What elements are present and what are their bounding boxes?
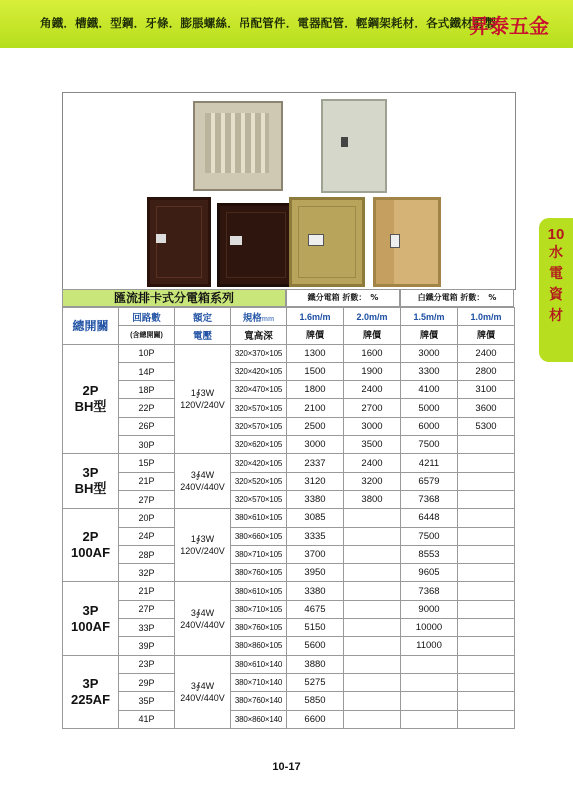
voltage-value: 240V/440V (180, 619, 225, 630)
price-cell: 3120 (287, 472, 344, 490)
circuit-count: 39P (119, 637, 175, 655)
price-cell: 3380 (287, 490, 344, 508)
col-thick-1: 1.6m/m (287, 308, 344, 326)
price-cell: 7368 (401, 490, 458, 508)
price-cell: 5150 (287, 619, 344, 637)
price-cell (458, 673, 515, 691)
chapter-char: 資 (549, 287, 563, 303)
circuit-count: 14P (119, 362, 175, 380)
circuit-count: 21P (119, 582, 175, 600)
price-cell: 1300 (287, 344, 344, 362)
rated-voltage (175, 454, 231, 509)
header-bar (0, 0, 573, 48)
price-label: 牌價 (401, 326, 458, 344)
switch-type (63, 454, 119, 509)
price-cell (458, 472, 515, 490)
price-cell: 4675 (287, 600, 344, 618)
price-cell: 7368 (401, 582, 458, 600)
dimension-cell: 320×420×105 (231, 454, 287, 472)
price-cell (401, 673, 458, 691)
category-list: 角鐵．槽鐵．型鋼．牙條．膨脹螺絲．吊配管件．電器配管．輕鋼架耗材．各式鐵材訂製 (40, 16, 497, 30)
price-cell (344, 527, 401, 545)
price-cell: 3085 (287, 509, 344, 527)
price-cell: 6579 (401, 472, 458, 490)
dimension-cell: 380×710×140 (231, 673, 287, 691)
open-panel-image (193, 101, 283, 191)
table-row (63, 600, 515, 618)
table-row (63, 417, 515, 435)
price-cell (458, 454, 515, 472)
dimension-cell: 380×760×105 (231, 564, 287, 582)
series-title: 匯流排卡式分電箱系列 (62, 289, 286, 307)
dimension-cell: 380×760×105 (231, 619, 287, 637)
price-cell: 2100 (287, 399, 344, 417)
price-cell (344, 655, 401, 673)
price-label: 牌價 (458, 326, 515, 344)
price-cell: 3600 (458, 399, 515, 417)
price-cell: 6000 (401, 417, 458, 435)
switch-poles: 3P (82, 465, 99, 481)
circuit-count: 35P (119, 692, 175, 710)
price-cell: 3800 (344, 490, 401, 508)
price-cell: 10000 (401, 619, 458, 637)
col-voltage: 電壓 (175, 326, 231, 344)
dimension-cell: 380×710×105 (231, 545, 287, 563)
circuit-count: 29P (119, 673, 175, 691)
price-cell (458, 527, 515, 545)
dimension-cell: 380×760×140 (231, 692, 287, 710)
circuit-count: 20P (119, 509, 175, 527)
price-cell (344, 600, 401, 618)
switch-model: 225AF (70, 691, 111, 707)
circuit-count: 30P (119, 436, 175, 454)
table-row (63, 655, 515, 673)
price-cell (344, 582, 401, 600)
price-cell: 2500 (287, 417, 344, 435)
voltage-value: 120V/240V (180, 546, 225, 557)
price-cell: 3200 (344, 472, 401, 490)
dimension-cell: 380×710×105 (231, 600, 287, 618)
circuit-count: 26P (119, 417, 175, 435)
voltage-value: 240V/440V (180, 692, 225, 703)
col-main-switch: 總開關 (63, 308, 119, 345)
price-cell: 2337 (287, 454, 344, 472)
chapter-number: 10 (547, 226, 565, 243)
phase-wire: 3∮4W (190, 470, 215, 481)
chapter-tab (539, 218, 573, 362)
price-cell: 3300 (401, 362, 458, 380)
circuit-count: 27P (119, 600, 175, 618)
circuit-count: 23P (119, 655, 175, 673)
price-cell: 1600 (344, 344, 401, 362)
spec-unit: mm (261, 315, 275, 323)
price-cell (344, 509, 401, 527)
price-cell (458, 436, 515, 454)
circuit-count: 32P (119, 564, 175, 582)
switch-type (63, 509, 119, 582)
price-cell: 7500 (401, 527, 458, 545)
phase-wire: 1∮3W (190, 387, 215, 398)
col-dims: 寬高深 (231, 326, 287, 344)
price-cell (458, 637, 515, 655)
price-cell: 5300 (458, 417, 515, 435)
dimension-cell: 320×570×105 (231, 417, 287, 435)
price-cell (458, 600, 515, 618)
table-row (63, 637, 515, 655)
product-photo-panel (62, 92, 516, 290)
dimension-cell: 320×470×105 (231, 381, 287, 399)
price-cell: 3500 (344, 436, 401, 454)
price-cell: 9605 (401, 564, 458, 582)
switch-type (63, 655, 119, 728)
rated-voltage (175, 582, 231, 655)
switch-model: BH型 (74, 398, 107, 414)
circuit-count: 18P (119, 381, 175, 399)
price-cell (458, 490, 515, 508)
switch-model: BH型 (74, 481, 107, 497)
table-row (63, 472, 515, 490)
switch-poles: 2P (82, 382, 99, 398)
iron-box-label: 鐵分電箱 折數： % (286, 289, 400, 307)
rated-voltage (175, 344, 231, 454)
price-cell: 3100 (458, 381, 515, 399)
switch-model: 100AF (70, 545, 111, 561)
circuit-count: 24P (119, 527, 175, 545)
circuit-count: 10P (119, 344, 175, 362)
table-row (63, 619, 515, 637)
grey-cabinet-image (321, 99, 387, 193)
dimension-cell: 320×620×105 (231, 436, 287, 454)
price-cell: 3000 (344, 417, 401, 435)
col-rated: 額定 (175, 308, 231, 326)
price-cell (458, 545, 515, 563)
price-cell: 3000 (287, 436, 344, 454)
price-table (62, 307, 515, 729)
table-row (63, 564, 515, 582)
table-row (63, 527, 515, 545)
price-cell: 3335 (287, 527, 344, 545)
price-cell: 8553 (401, 545, 458, 563)
price-cell: 7500 (401, 436, 458, 454)
price-cell (458, 564, 515, 582)
dimension-cell: 320×370×105 (231, 344, 287, 362)
price-cell (458, 655, 515, 673)
series-title-row (62, 289, 514, 307)
price-cell: 4211 (401, 454, 458, 472)
dimension-cell: 380×610×105 (231, 582, 287, 600)
switch-type (63, 344, 119, 454)
switch-model: 100AF (70, 618, 111, 634)
circuit-count: 15P (119, 454, 175, 472)
price-cell: 3700 (287, 545, 344, 563)
price-cell (344, 710, 401, 728)
table-row (63, 692, 515, 710)
phase-wire: 3∮4W (190, 680, 215, 691)
price-cell: 2800 (458, 362, 515, 380)
dark-wood-cabinet-image (217, 203, 295, 287)
col-thick-4: 1.0m/m (458, 308, 515, 326)
dimension-cell: 320×420×105 (231, 362, 287, 380)
table-row (63, 344, 515, 362)
price-cell: 1800 (287, 381, 344, 399)
dark-wood-cabinet-image (147, 197, 211, 287)
price-cell (458, 619, 515, 637)
price-cell (401, 692, 458, 710)
col-spec (231, 308, 287, 326)
price-cell: 3880 (287, 655, 344, 673)
table-row (63, 673, 515, 691)
price-cell (458, 710, 515, 728)
circuits-note: (含總開關) (119, 326, 175, 344)
price-cell (344, 673, 401, 691)
table-row (63, 545, 515, 563)
price-cell: 1500 (287, 362, 344, 380)
price-label: 牌價 (344, 326, 401, 344)
price-cell (344, 545, 401, 563)
voltage-value: 240V/440V (180, 482, 225, 493)
price-cell: 2400 (458, 344, 515, 362)
circuit-count: 21P (119, 472, 175, 490)
price-cell (458, 692, 515, 710)
dimension-cell: 380×610×105 (231, 509, 287, 527)
price-cell: 2400 (344, 381, 401, 399)
phase-wire: 3∮4W (190, 607, 215, 618)
light-wood-cabinet-image (373, 197, 441, 287)
price-cell (344, 564, 401, 582)
price-cell: 5850 (287, 692, 344, 710)
price-cell: 3380 (287, 582, 344, 600)
price-cell: 6600 (287, 710, 344, 728)
col-thick-2: 2.0m/m (344, 308, 401, 326)
chapter-char: 材 (549, 308, 563, 324)
price-cell: 3950 (287, 564, 344, 582)
dimension-cell: 380×860×105 (231, 637, 287, 655)
price-cell (344, 637, 401, 655)
phase-wire: 1∮3W (190, 534, 215, 545)
dimension-cell: 320×520×105 (231, 472, 287, 490)
circuit-count: 28P (119, 545, 175, 563)
circuit-count: 27P (119, 490, 175, 508)
price-cell: 3000 (401, 344, 458, 362)
switch-poles: 2P (82, 529, 99, 545)
chapter-char: 電 (549, 266, 563, 282)
price-cell: 5600 (287, 637, 344, 655)
table-row (63, 381, 515, 399)
table-row (63, 710, 515, 728)
price-cell: 2700 (344, 399, 401, 417)
price-cell: 9000 (401, 600, 458, 618)
voltage-value: 120V/240V (180, 399, 225, 410)
rated-voltage (175, 509, 231, 582)
price-cell: 2400 (344, 454, 401, 472)
dimension-cell: 380×660×105 (231, 527, 287, 545)
dimension-cell: 380×610×140 (231, 655, 287, 673)
dimension-cell: 320×570×105 (231, 399, 287, 417)
table-row (63, 362, 515, 380)
page-number: 10-17 (272, 761, 301, 773)
price-cell: 11000 (401, 637, 458, 655)
table-row (63, 399, 515, 417)
price-cell (344, 692, 401, 710)
table-row (63, 454, 515, 472)
circuit-count: 41P (119, 710, 175, 728)
light-wood-cabinet-image (289, 197, 365, 287)
switch-poles: 3P (82, 602, 99, 618)
circuit-count: 22P (119, 399, 175, 417)
switch-type (63, 582, 119, 655)
price-cell (401, 710, 458, 728)
col-thick-3: 1.5m/m (401, 308, 458, 326)
price-cell: 5000 (401, 399, 458, 417)
price-cell: 5275 (287, 673, 344, 691)
dimension-cell: 380×860×140 (231, 710, 287, 728)
circuit-count: 33P (119, 619, 175, 637)
brand-name: 昇泰五金 (469, 14, 549, 38)
price-cell: 4100 (401, 381, 458, 399)
price-label: 牌價 (287, 326, 344, 344)
price-cell (401, 655, 458, 673)
price-cell (344, 619, 401, 637)
price-cell (458, 509, 515, 527)
table-row (63, 436, 515, 454)
white-box-label: 白鐵分電箱 折數： % (400, 289, 514, 307)
table-row (63, 490, 515, 508)
price-cell: 1900 (344, 362, 401, 380)
col-circuits: 回路數 (119, 308, 175, 326)
rated-voltage (175, 655, 231, 728)
dimension-cell: 320×570×105 (231, 490, 287, 508)
table-row (63, 582, 515, 600)
price-cell (458, 582, 515, 600)
price-cell: 6448 (401, 509, 458, 527)
table-row (63, 509, 515, 527)
chapter-char: 水 (549, 245, 563, 261)
switch-poles: 3P (82, 675, 99, 691)
spec-label: 規格 (242, 312, 262, 324)
